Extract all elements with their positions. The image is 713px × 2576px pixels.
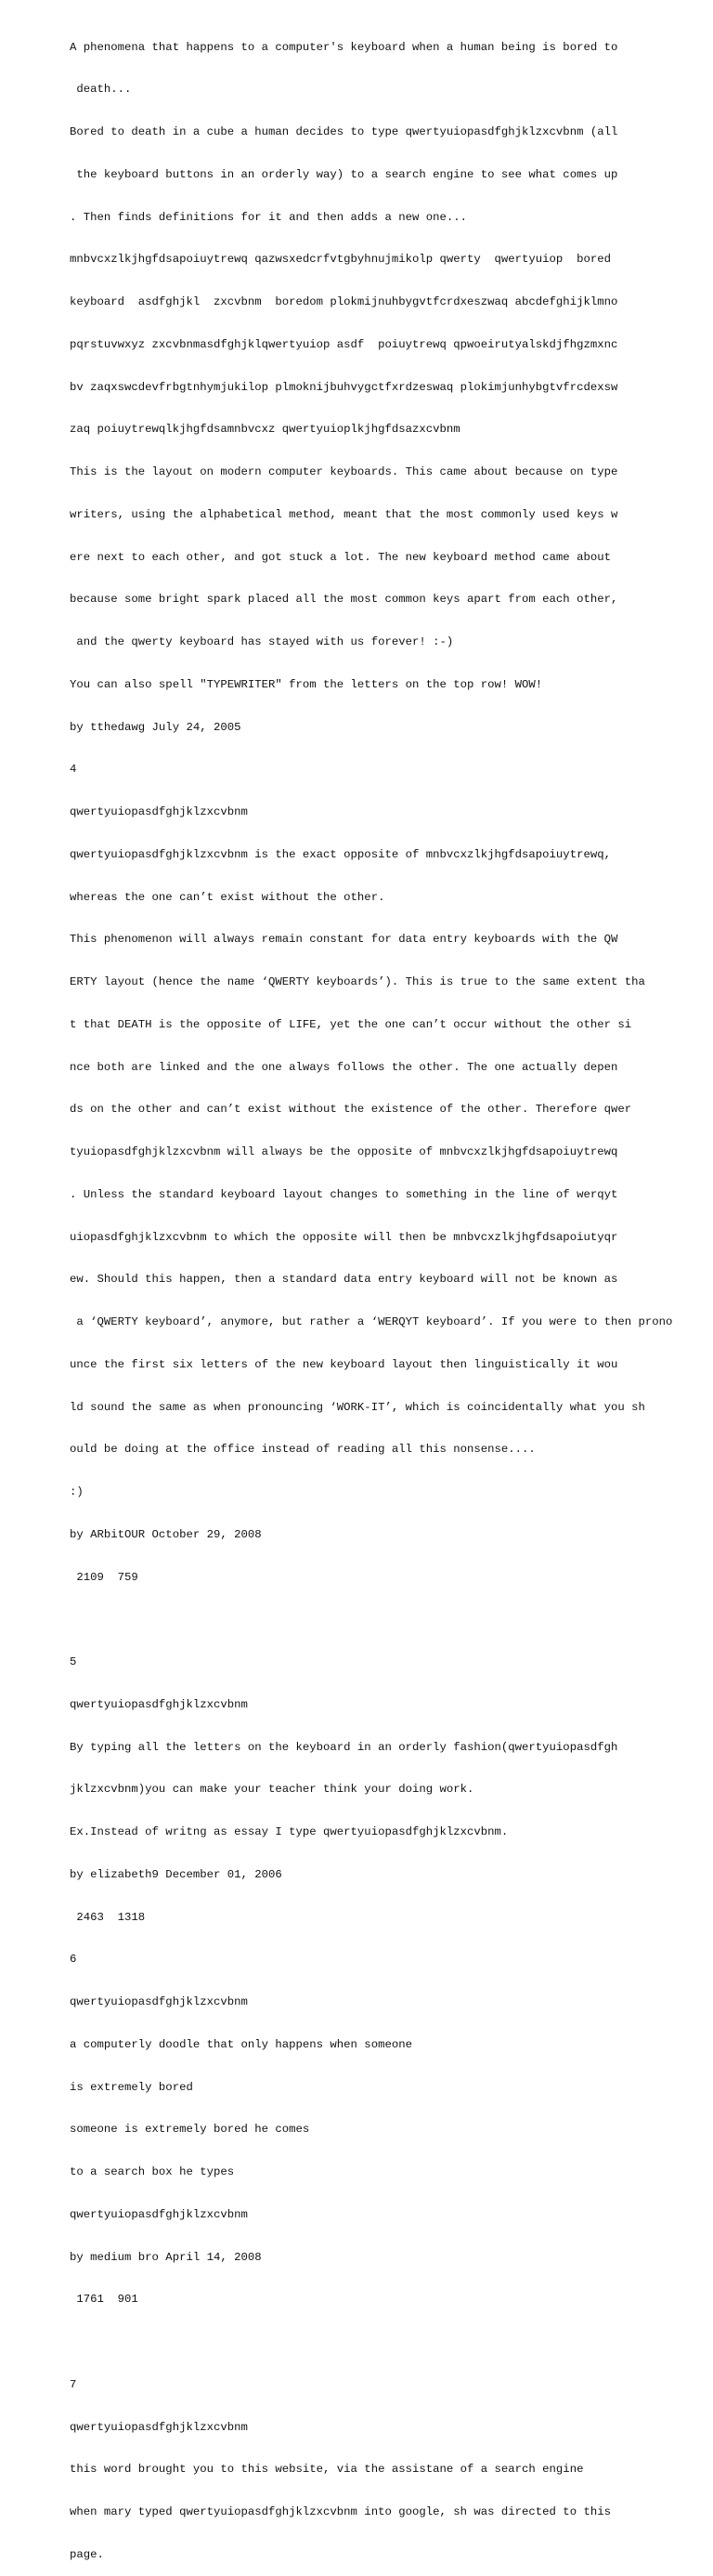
definition-line: a computerly doodle that only happens when someone [70, 2037, 412, 2051]
definition-line: This phenomenon will always remain constant for data entry keyboards with the QW [70, 933, 618, 947]
definition-line: ERTY layout (hence the name ‘QWERTY keyboards’). This is true to the same extent tha [70, 975, 645, 988]
explanation-line: This is the layout on modern computer keyboards. This came about because on type [70, 465, 618, 478]
keyboard-sequence-line: pqrstuvwxyz zxcvbnmasdfghjklqwertyuiop asdf poiuytrewq qpwoeirutyalskdjfhgzmxnc [70, 337, 618, 351]
example-line: Ex.Instead of writng as essay I type qwertyuiopasdfghjklzxcvbnm. [70, 1825, 509, 1838]
author-line: by medium bro April 14, 2008 [70, 2250, 262, 2264]
intro-line: A phenomena that happens to a computer's keyboard when a human being is bored to [70, 40, 618, 54]
definition-line: the keyboard buttons in an orderly way) to a search engine to see what comes up [70, 167, 618, 181]
keyboard-sequence-line: bv zaqxswcdevfrbgtnhymjukilop plmoknijbuhvygctfxrdzeswaq plokimjunhybgtvfrcdexsw [70, 380, 618, 394]
entry-number: 5 [70, 1655, 77, 1668]
definition-line: . Then finds definitions for it and then adds a new one... [70, 210, 468, 224]
author-line: by ARbitOUR October 29, 2008 [70, 1527, 262, 1541]
vote-counts: 2463 1318 [70, 1910, 146, 1924]
entry-word: qwertyuiopasdfghjklzxcvbnm [70, 2420, 248, 2434]
definition-line: ds on the other and can’t exist without the existence of the other. Therefore qwer [70, 1103, 632, 1117]
entry-number: 6 [70, 1953, 77, 1967]
definition-line: this word brought you to this website, via the assistane of a search engine [70, 2463, 584, 2477]
explanation-line: because some bright spark placed all the most common keys apart from each other, [70, 593, 618, 607]
definition-line: By typing all the letters on the keyboard in an orderly fashion(qwertyuiopasdfgh [70, 1740, 618, 1754]
definition-line: whereas the one can’t exist without the other. [70, 890, 385, 904]
example-line: qwertyuiopasdfghjklzxcvbnm [70, 2207, 248, 2221]
definition-line: a ‘QWERTY keyboard’, anymore, but rather a ‘WERQYT keyboard’. If you were to then prono [70, 1315, 673, 1328]
definition-line: tyuiopasdfghjklzxcvbnm will always be the opposite of mnbvcxzlkjhgfdsapoiuytrewq [70, 1145, 618, 1158]
definition-line: jklzxcvbnm)you can make your teacher think your doing work. [70, 1783, 474, 1797]
definition-line: ew. Should this happen, then a standard data entry keyboard will not be known as [70, 1273, 618, 1287]
vote-counts: 2109 759 [70, 1570, 138, 1584]
vote-counts: 1761 901 [70, 2293, 138, 2307]
definition-line: qwertyuiopasdfghjklzxcvbnm is the exact opposite of mnbvcxzlkjhgfdsapoiuytrewq, [70, 847, 611, 861]
entry-number: 7 [70, 2377, 77, 2391]
entry-word: qwertyuiopasdfghjklzxcvbnm [70, 1995, 248, 2008]
definition-line: ould be doing at the office instead of reading all this nonsense.... [70, 1443, 536, 1457]
definition-line: page. [70, 2547, 104, 2561]
keyboard-sequence-line: zaq poiuytrewqlkjhgfdsamnbvcxz qwertyuioplkjhgfdsazxcvbnm [70, 423, 460, 437]
definition-line: Bored to death in a cube a human decides to type qwertyuiopasdfghjklzxcvbnm (all [70, 125, 618, 138]
author-line: by tthedawg July 24, 2005 [70, 720, 241, 734]
document-text [70, 12, 701, 2576]
definition-line: . Unless the standard keyboard layout changes to something in the line of werqyt [70, 1187, 618, 1201]
blank-line [70, 1613, 701, 1627]
definition-line: ld sound the same as when pronouncing ‘WORK-IT’, which is coincidentally what you sh [70, 1400, 645, 1414]
entry-number: 4 [70, 763, 77, 777]
blank-line [70, 2335, 701, 2349]
entry-word: qwertyuiopasdfghjklzxcvbnm [70, 805, 248, 818]
example-line: to a search box he types [70, 2165, 235, 2178]
explanation-line: writers, using the alphabetical method, meant that the most commonly used keys w [70, 507, 618, 521]
explanation-line: ere next to each other, and got stuck a lot. The new keyboard method came about [70, 550, 611, 564]
intro-line: death... [70, 83, 132, 97]
explanation-line: You can also spell "TYPEWRITER" from the letters on the top row! WOW! [70, 677, 543, 691]
definition-line: nce both are linked and the one always follows the other. The one actually depen [70, 1060, 618, 1074]
entry-word: qwertyuiopasdfghjklzxcvbnm [70, 1697, 248, 1711]
keyboard-sequence-line: keyboard asdfghjkl zxcvbnm boredom plokmijnuhbygvtfcrdxeszwaq abcdefghijklmno [70, 295, 618, 308]
definition-line: uiopasdfghjklzxcvbnm to which the opposite will then be mnbvcxzlkjhgfdsapoiutyqr [70, 1230, 618, 1244]
definition-line: t that DEATH is the opposite of LIFE, yet the one can’t occur without the other si [70, 1017, 632, 1031]
author-line: by elizabeth9 December 01, 2006 [70, 1867, 282, 1881]
keyboard-sequence-line: mnbvcxzlkjhgfdsapoiuytrewq qazwsxedcrfvtgbyhnujmikolp qwerty qwertyuiop bored [70, 253, 611, 267]
explanation-line: and the qwerty keyboard has stayed with us forever! :-) [70, 635, 454, 648]
definition-line: is extremely bored [70, 2080, 193, 2094]
definition-line: :) [70, 1485, 84, 1498]
definition-line: when mary typed qwertyuiopasdfghjklzxcvbnm into google, sh was directed to this [70, 2505, 611, 2518]
definition-line: unce the first six letters of the new keyboard layout then linguistically it wou [70, 1357, 618, 1371]
example-line: someone is extremely bored he comes [70, 2123, 310, 2137]
